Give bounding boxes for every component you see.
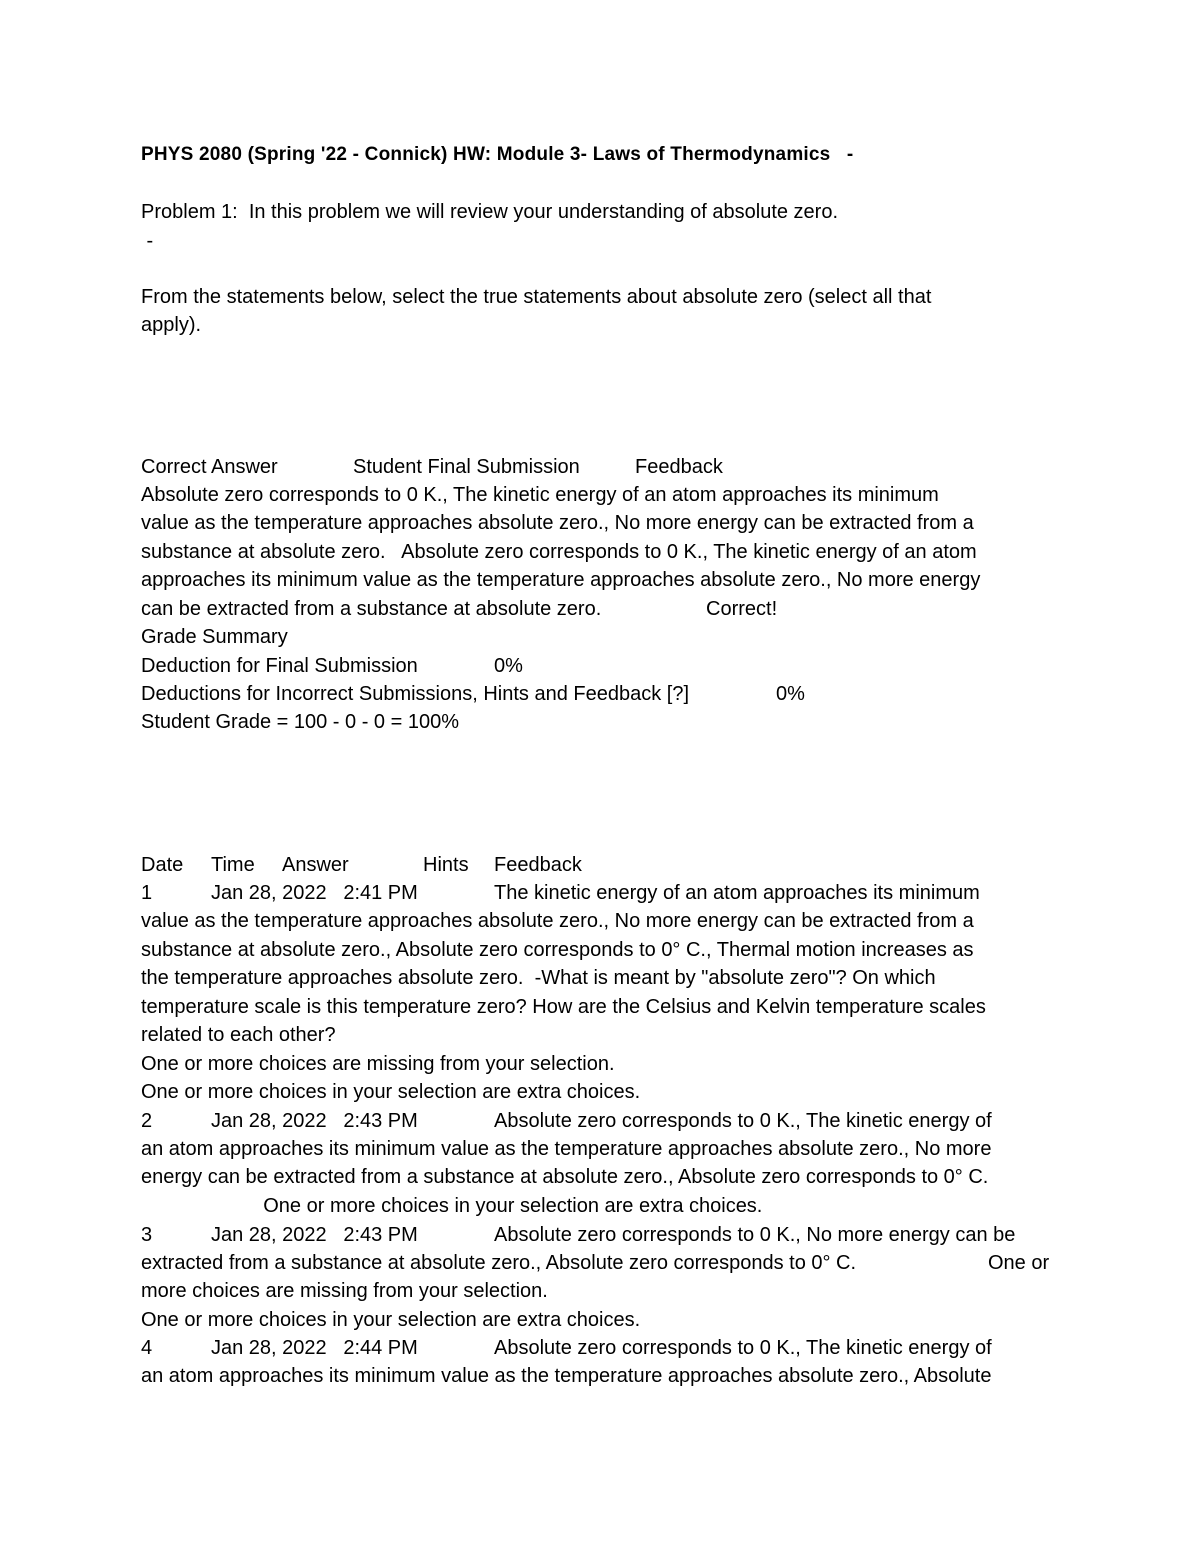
entry-line: related to each other? (141, 1024, 336, 1046)
history-header-row (141, 851, 582, 879)
summary-line: substance at absolute zero. Absolute zero corresponds to 0 K., The kinetic energy of an atom (141, 541, 977, 563)
summary-line: Absolute zero corresponds to 0 K., The kinetic energy of an atom approaches its minimum (141, 484, 939, 506)
entry-line: substance at absolute zero., Absolute zero corresponds to 0° C., Thermal motion increases as (141, 939, 974, 961)
header-hints: Hints (423, 854, 469, 876)
header-correct-answer: Correct Answer (141, 456, 278, 478)
summary-line: can be extracted from a substance at absolute zero. (141, 598, 602, 620)
history-entry-row (141, 879, 980, 907)
entry-feedback: One or more choices in your selection are extra choices. (141, 1309, 641, 1331)
document-title: PHYS 2080 (Spring '22 - Connick) HW: Module 3- Laws of Thermodynamics - (141, 144, 854, 165)
question-line: From the statements below, select the true statements about absolute zero (select all that (141, 286, 932, 308)
student-grade: Student Grade = 100 - 0 - 0 = 100% (141, 711, 459, 733)
deduction-final-value: 0% (494, 655, 523, 677)
entry-line: extracted from a substance at absolute zero., Absolute zero corresponds to 0° C. (141, 1252, 857, 1274)
summary-line-last (141, 595, 777, 623)
history-entry-row (141, 1221, 1015, 1249)
deduction-final-row (141, 652, 523, 680)
history-entry-row (141, 1107, 992, 1135)
problem-intro: Problem 1: In this problem we will review your understanding of absolute zero. (141, 201, 839, 223)
entry-line: temperature scale is this temperature zero? How are the Celsius and Kelvin temperature scales (141, 996, 986, 1018)
entry-feedback: One or more choices are missing from your selection. (141, 1053, 615, 1075)
question-line: apply). (141, 314, 202, 336)
entry-answer: Absolute zero corresponds to 0 K., No more energy can be (494, 1224, 1016, 1246)
header-feedback: Feedback (494, 854, 582, 876)
deduction-incorrect-row (141, 680, 805, 708)
entry-line: value as the temperature approaches absolute zero., No more energy can be extracted from a (141, 910, 974, 932)
deduction-incorrect-label: Deductions for Incorrect Submissions, Hints and Feedback [?] (141, 683, 690, 705)
entry-datetime: Jan 28, 2022 2:43 PM (211, 1110, 418, 1132)
entry-answer: The kinetic energy of an atom approaches its minimum (494, 882, 980, 904)
summary-line: value as the temperature approaches absolute zero., No more energy can be extracted from a (141, 512, 974, 534)
entry-feedback: One or more choices in your selection are extra choices. (141, 1195, 763, 1217)
history-entry-row (141, 1334, 992, 1362)
entry-number: 4 (141, 1337, 153, 1359)
entry-datetime: Jan 28, 2022 2:43 PM (211, 1224, 418, 1246)
summary-feedback: Correct! (706, 598, 778, 620)
dash-line: - (141, 230, 154, 252)
entry-datetime: Jan 28, 2022 2:44 PM (211, 1337, 418, 1359)
entry-answer: Absolute zero corresponds to 0 K., The kinetic energy of (494, 1337, 992, 1359)
grade-summary-label: Grade Summary (141, 626, 288, 648)
header-student-final-submission: Student Final Submission (353, 456, 580, 478)
deduction-incorrect-value: 0% (776, 683, 805, 705)
deduction-final-label: Deduction for Final Submission (141, 655, 418, 677)
header-date: Date (141, 854, 184, 876)
entry-feedback: One or more choices in your selection are extra choices. (141, 1081, 641, 1103)
entry-datetime: Jan 28, 2022 2:41 PM (211, 882, 418, 904)
entry-line-with-feedback (141, 1249, 1049, 1277)
entry-line: energy can be extracted from a substance at absolute zero., Absolute zero corresponds to 0° C. (141, 1166, 989, 1188)
entry-number: 2 (141, 1110, 153, 1132)
summary-line: approaches its minimum value as the temperature approaches absolute zero., No more energy (141, 569, 981, 591)
entry-line: the temperature approaches absolute zero. -What is meant by "absolute zero"? On which (141, 967, 936, 989)
entry-line: an atom approaches its minimum value as the temperature approaches absolute zero., No more (141, 1138, 992, 1160)
entry-number: 1 (141, 882, 153, 904)
entry-answer: Absolute zero corresponds to 0 K., The kinetic energy of (494, 1110, 992, 1132)
summary-header-row (141, 453, 723, 481)
header-time: Time (211, 854, 255, 876)
entry-feedback: more choices are missing from your selection. (141, 1280, 548, 1302)
entry-number: 3 (141, 1224, 153, 1246)
header-feedback: Feedback (635, 456, 723, 478)
entry-line: an atom approaches its minimum value as the temperature approaches absolute zero., Absolute (141, 1365, 992, 1387)
header-answer: Answer (282, 854, 349, 876)
entry-feedback: One or (988, 1252, 1050, 1274)
